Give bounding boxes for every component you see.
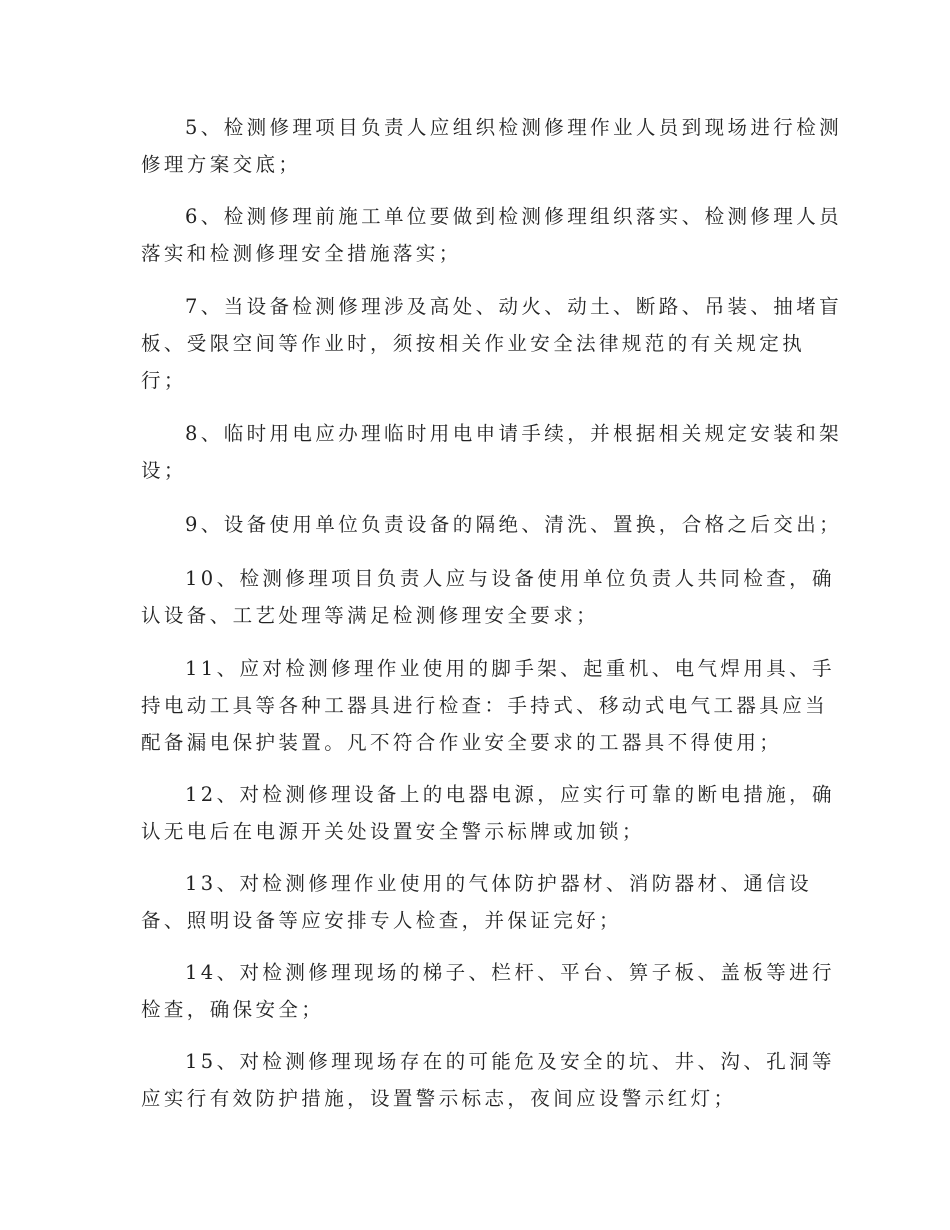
paragraph-line: 板、受限空间等作业时，须按相关作业安全法律规范的有关规定执 [141,332,806,355]
paragraph-line: 8、临时用电应办理临时用电申请手续，并根据相关规定安装和架 [185,422,843,445]
paragraph-line: 认无电后在电源开关处设置安全警示标牌或加锁； [141,820,645,843]
paragraph-item-13 [141,865,831,939]
paragraph-item-6 [141,198,843,272]
paragraph-item-12 [141,776,835,850]
paragraph-line: 14、对检测修理现场的梯子、栏杆、平台、箅子板、盖板等进行 [185,961,835,984]
paragraph-line: 应实行有效防护措施，设置警示标志，夜间应设警示红灯； [141,1087,737,1110]
paragraph-line: 认设备、工艺处理等满足检测修理安全要求； [141,604,600,627]
paragraph-line: 7、当设备检测修理涉及高处、动火、动土、断路、吊装、抽堵盲 [185,295,843,318]
paragraph-line: 11、应对检测修理作业使用的脚手架、起重机、电气焊用具、手 [185,657,835,680]
paragraph-line: 13、对检测修理作业使用的气体防护器材、消防器材、通信设 [185,872,813,895]
paragraph-line: 5、检测修理项目负责人应组织检测修理作业人员到现场进行检测 [185,116,843,139]
paragraph-item-11 [141,650,835,761]
paragraph-line: 15、对检测修理现场存在的可能危及安全的坑、井、沟、孔洞等 [185,1050,835,1073]
paragraph-line: 10、检测修理项目负责人应与设备使用单位负责人共同检查，确 [185,567,835,590]
paragraph-line: 落实和检测修理安全措施落实； [141,242,462,265]
paragraph-line: 持电动工具等各种工器具进行检查：手持式、移动式电气工器具应当 [141,694,829,717]
paragraph-item-14 [141,954,835,1028]
paragraph-item-8 [141,415,843,489]
paragraph-item-5 [141,109,843,183]
paragraph-line: 6、检测修理前施工单位要做到检测修理组织落实、检测修理人员 [185,205,843,228]
paragraph-line: 9、设备使用单位负责设备的隔绝、清洗、置换，合格之后交出； [185,513,843,536]
paragraph-item-7 [141,288,843,399]
paragraph-line: 12、对检测修理设备上的电器电源，应实行可靠的断电措施，确 [185,783,835,806]
paragraph-item-9 [141,506,843,543]
paragraph-line: 行； [141,369,187,392]
paragraph-line: 备、照明设备等应安排专人检查，并保证完好； [141,909,622,932]
paragraph-item-10 [141,560,835,634]
paragraph-line: 配备漏电保护装置。凡不符合作业安全要求的工器具不得使用； [141,731,783,754]
paragraph-line: 检查，确保安全； [141,998,325,1021]
paragraph-line: 设； [141,459,187,482]
paragraph-line: 修理方案交底； [141,153,302,176]
paragraph-item-15 [141,1043,835,1117]
